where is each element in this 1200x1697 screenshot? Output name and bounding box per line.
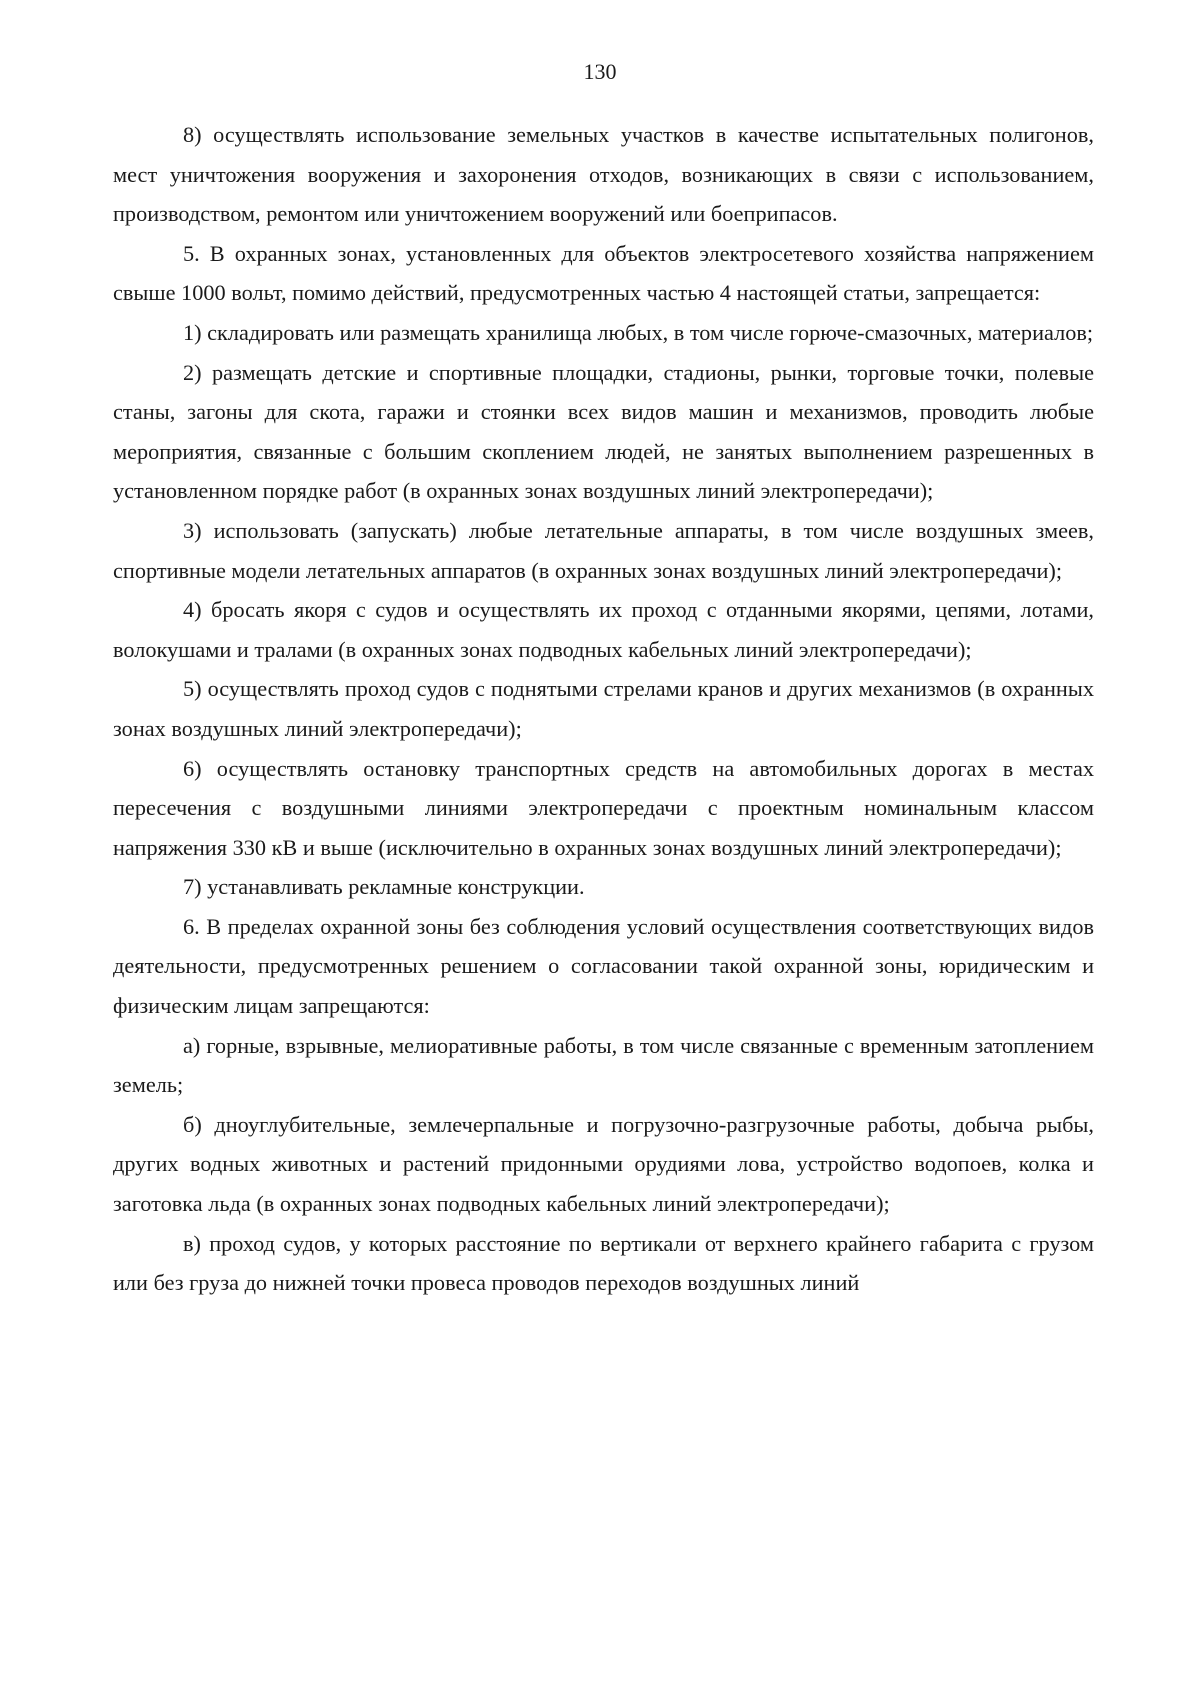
- paragraph: 1) складировать или размещать хранилища любых, в том числе горюче-смазочных, материалов;: [183, 319, 1094, 345]
- paragraph: 5. В охранных зонах, установленных для объектов электросетевого хозяйства напряжением свыше 1000 вольт, помимо действий, предусмотренных частью 4 настоящей статьи, запрещается:: [113, 240, 1094, 306]
- paragraph: а) горные, взрывные, мелиоративные работы, в том числе связанные с временным затоплением земель;: [113, 1032, 1094, 1098]
- paragraph: 5) осуществлять проход судов с поднятыми стрелами кранов и других механизмов (в охранных зонах воздушных линий электропередачи);: [113, 676, 1094, 741]
- paragraph: 6. В пределах охранной зоны без соблюдения условий осуществления соответствующих видов деятельности, предусмотренных решением о согласовании такой охранной зоны, юридическим и физическим лицам запрещаются:: [113, 913, 1094, 1019]
- paragraph: 4) бросать якоря с судов и осуществлять их проход с отданными якорями, цепями, лотами, волокушами и тралами (в охранных зонах подводных кабельных линий электропередачи);: [113, 597, 1094, 662]
- document-body: [113, 115, 1094, 1303]
- paragraph: 7) устанавливать рекламные конструкции.: [183, 874, 585, 900]
- paragraph: в) проход судов, у которых расстояние по вертикали от верхнего крайнего габарита с грузом или без груза до нижней точки провеса проводов переходов воздушных линий: [113, 1230, 1094, 1296]
- paragraph: б) дноуглубительные, землечерпальные и погрузочно-разгрузочные работы, добыча рыбы, других водных животных и растений придонными орудиями лова, устройство водопоев, колка и заготовка льда (в охранных зонах подводных кабельных линий электропередачи);: [113, 1111, 1094, 1217]
- paragraph: 6) осуществлять остановку транспортных средств на автомобильных дорогах в местах пересечения с воздушными линиями электропередачи с проектным номинальным классом напряжения 330 кВ и выше (исключительно в охранных зонах воздушных линий электропередачи);: [113, 755, 1094, 860]
- paragraph: 8) осуществлять использование земельных участков в качестве испытательных полигонов, мест уничтожения вооружения и захоронения отходов, возникающих в связи с использованием, производством, ремонтом или уничтожением вооружений или боеприпасов.: [113, 122, 1094, 227]
- page-number: 130: [583, 59, 617, 84]
- paragraph: 3) использовать (запускать) любые летательные аппараты, в том числе воздушных змеев, спортивные модели летательных аппаратов (в охранных зонах воздушных линий электропередачи);: [113, 517, 1094, 583]
- paragraph: 2) размещать детские и спортивные площадки, стадионы, рынки, торговые точки, полевые станы, загоны для скота, гаражи и стоянки всех видов машин и механизмов, проводить любые мероприятия, связанные с большим скоплением людей, не занятых выполнением разрешенных в установленном порядке работ (в охранных зонах воздушных линий электропередачи);: [113, 359, 1094, 504]
